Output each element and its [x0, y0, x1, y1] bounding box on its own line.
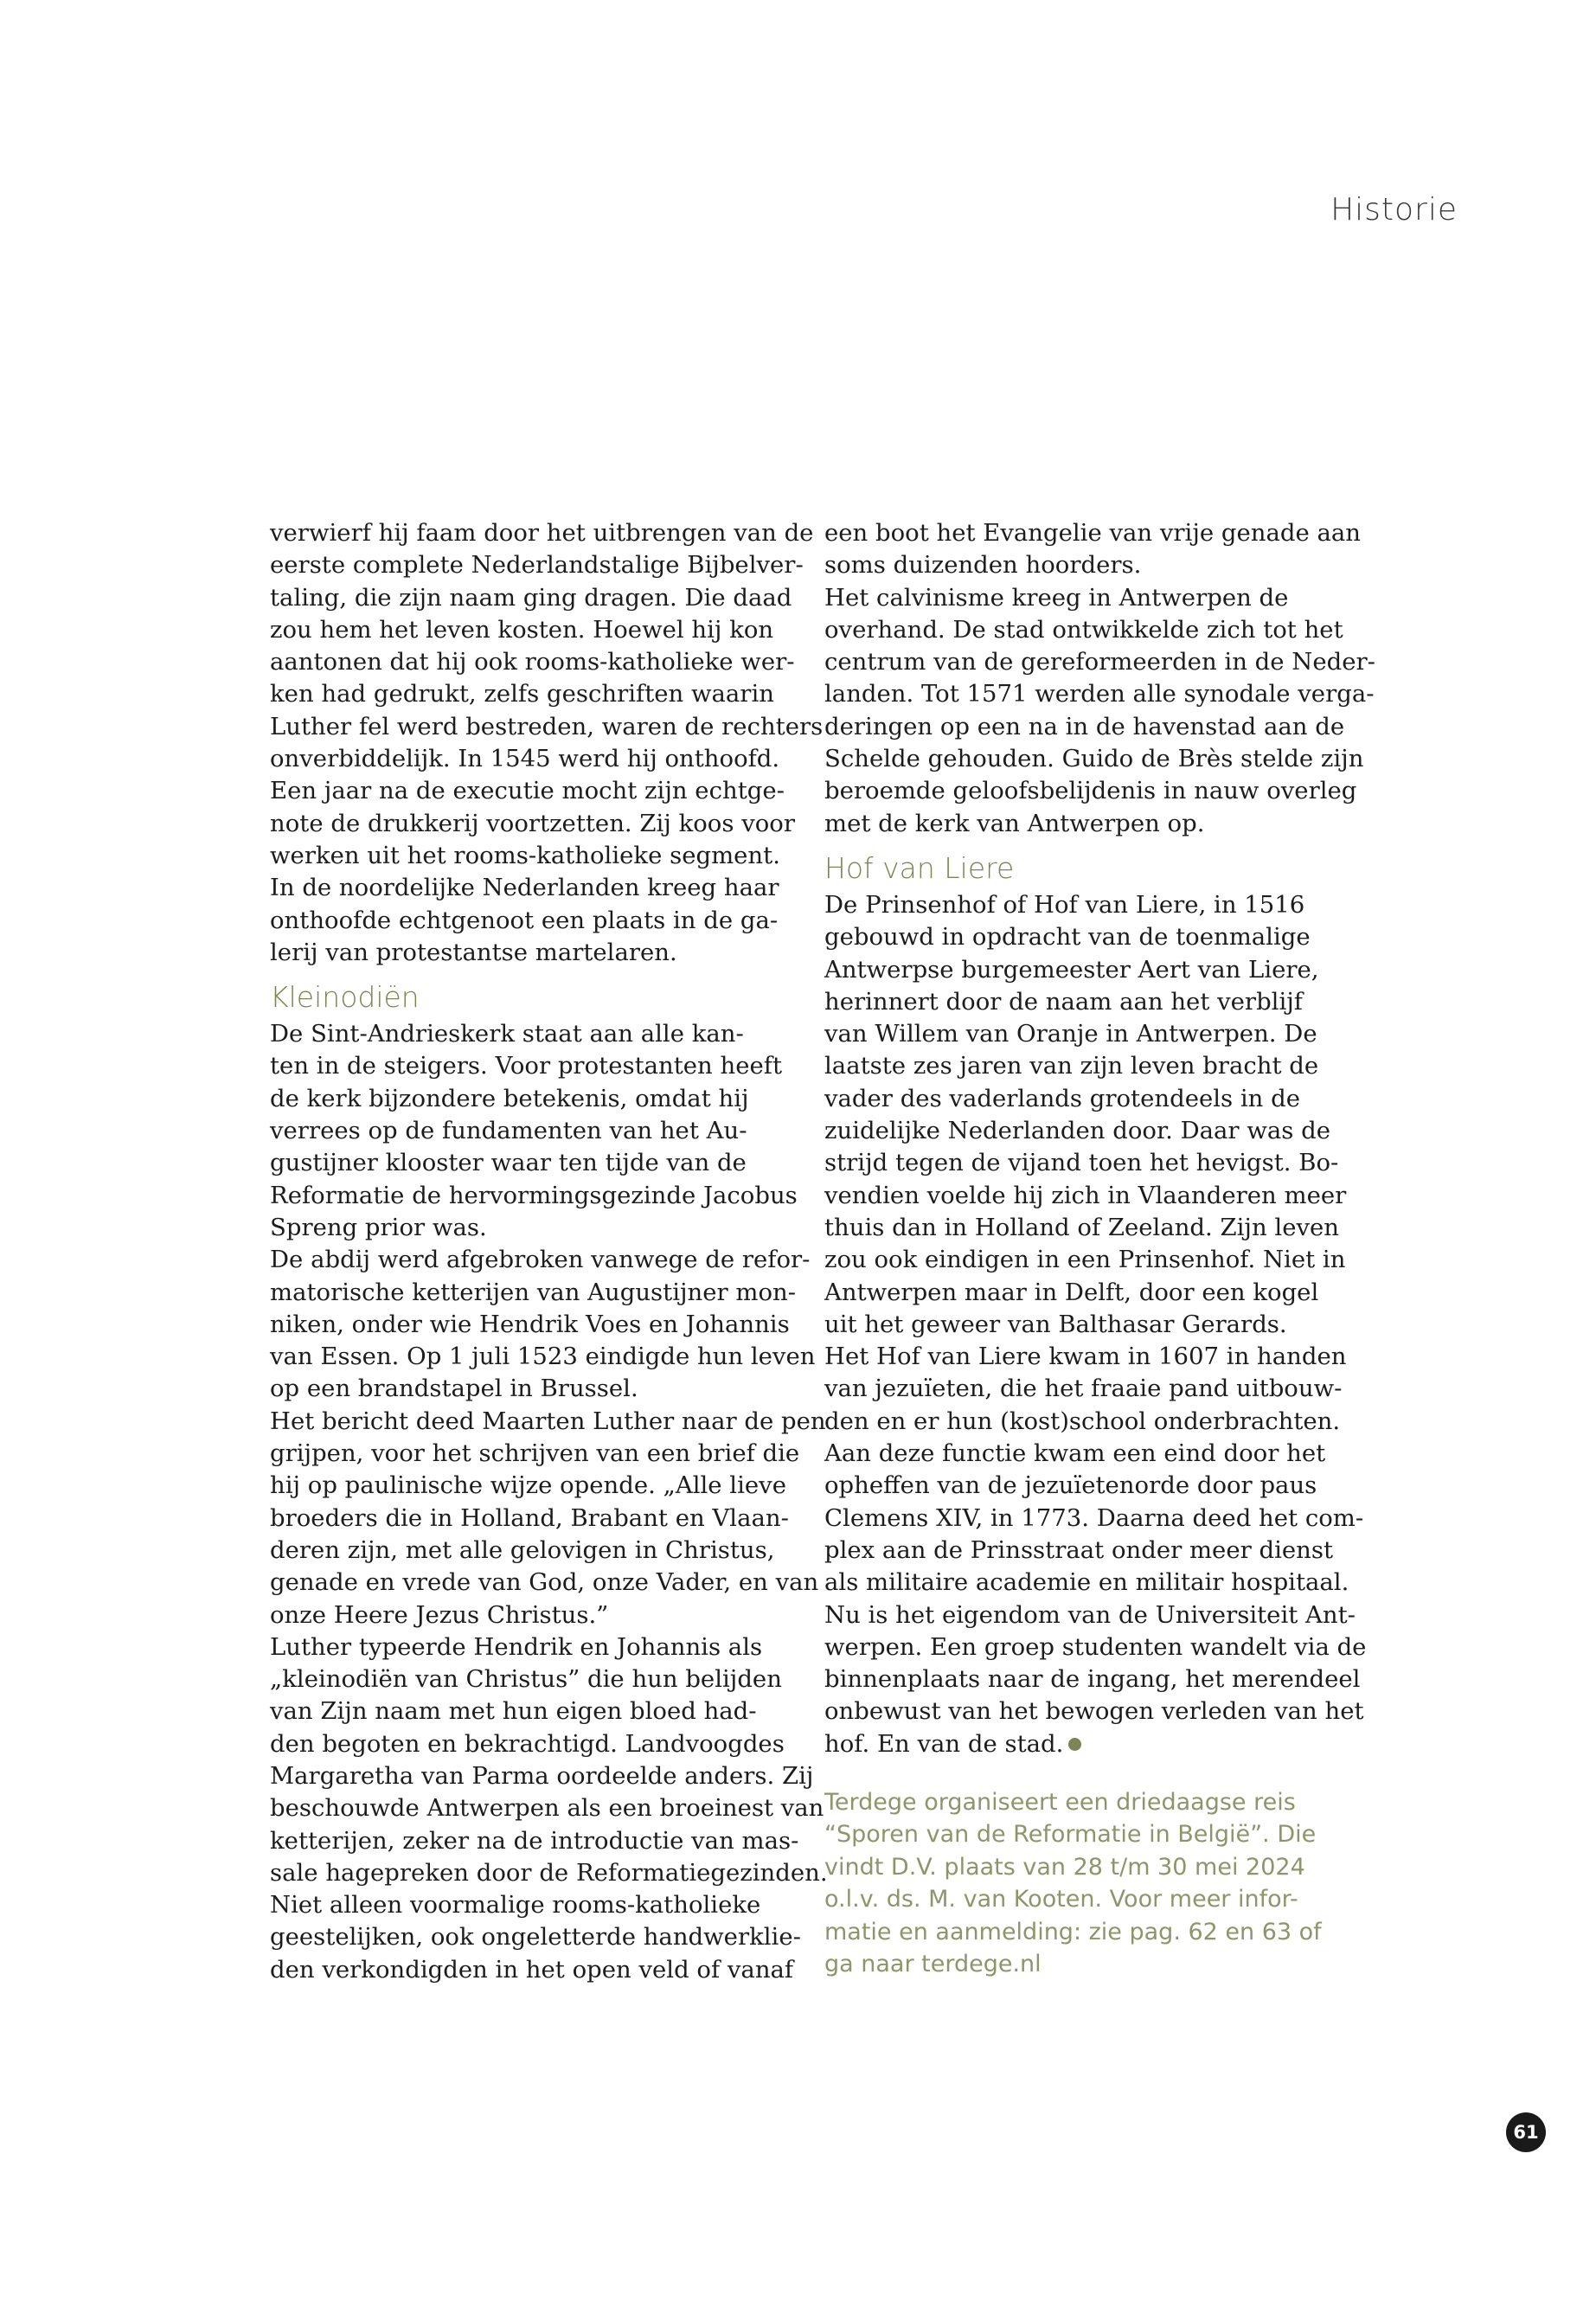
text-line: De Sint-Andrieskerk staat aan alle kan-	[270, 1020, 744, 1048]
text-line: Het Hof van Liere kwam in 1607 in handen	[824, 1343, 1347, 1371]
text-line: werken uit het rooms-katholieke segment.	[270, 841, 780, 869]
paragraph-intro	[270, 517, 824, 969]
right-column	[824, 517, 1375, 1981]
text-line: “Sporen van de Reformatie in België”. Die	[824, 1821, 1317, 1849]
text-line: note de drukkerij voortzetten. Zij koos voor	[270, 809, 796, 837]
text-line: werpen. Een groep studenten wandelt via de	[824, 1632, 1367, 1661]
text-line: als militaire academie en militair hospitaal.	[824, 1568, 1349, 1597]
text-line: Nu is het eigendom van de Universiteit Ant-	[824, 1600, 1356, 1629]
text-line: verwierf hij faam door het uitbrengen van de	[270, 519, 814, 547]
text-line: Luther fel werd bestreden, waren de rechters	[270, 712, 824, 740]
text-line: gustijner klooster waar ten tijde van de	[270, 1149, 747, 1177]
text-line: ketterijen, zeker na de introductie van mas-	[270, 1826, 799, 1855]
text-line: niken, onder wie Hendrik Voes en Johannis	[270, 1310, 790, 1338]
text-line: vindt D.V. plaats van 28 t/m 30 mei 2024	[824, 1853, 1305, 1881]
text-line: Aan deze functie kwam een eind door het	[824, 1439, 1326, 1468]
text-line: Het calvinisme kreeg in Antwerpen de	[824, 583, 1289, 612]
text-line: den en er hun (kost)school onderbrachten.	[824, 1407, 1341, 1435]
text-line: van Willem van Oranje in Antwerpen. De	[824, 1020, 1317, 1048]
text-line: Een jaar na de executie mocht zijn echtge-	[270, 777, 785, 805]
text-line: van Zijn naam met hun eigen bloed had-	[270, 1697, 757, 1726]
text-line: Margaretha van Parma oordeelde anders. Zij	[270, 1761, 814, 1790]
text-line: Antwerpen maar in Delft, door een kogel	[824, 1278, 1319, 1306]
text-line: zou ook eindigen in een Prinsenhof. Niet in	[824, 1246, 1346, 1274]
text-line: hof. En van de stad.	[824, 1728, 1345, 1760]
text-line: lerij van protestantse martelaren.	[270, 938, 677, 966]
text-line: op een brandstapel in Brussel.	[270, 1375, 638, 1403]
text-line: een boot het Evangelie van vrije genade aan	[824, 519, 1361, 547]
text-line: gebouwd in opdracht van de toenmalige	[824, 923, 1311, 952]
text-line: grijpen, voor het schrijven van een brief die	[270, 1439, 800, 1468]
text-line: onverbiddelijk. In 1545 werd hij onthoofd.	[270, 745, 780, 773]
text-line: Terdege organiseert een driedaagse reis	[824, 1788, 1296, 1816]
text-line: ten in de steigers. Voor protestanten heeft	[270, 1052, 783, 1080]
text-line: Schelde gehouden. Guido de Brès stelde zijn	[824, 745, 1364, 773]
travel-note	[824, 1786, 1345, 1981]
text-line: binnenplaats naar de ingang, het merendeel	[824, 1665, 1361, 1694]
text-line: vendien voelde hij zich in Vlaanderen meer	[824, 1181, 1347, 1209]
text-line: de kerk bijzondere betekenis, omdat hij	[270, 1084, 749, 1112]
text-line: taling, die zijn naam ging dragen. Die daad	[270, 583, 792, 612]
subheading-kleinodien: Kleinodiën	[270, 980, 420, 1015]
text-line: van jezuïeten, die het fraaie pand uitbouw-	[824, 1375, 1343, 1403]
text-line: Reformatie de hervormingsgezinde Jacobus	[270, 1181, 798, 1209]
text-line: Antwerpse burgemeester Aert van Liere,	[824, 955, 1319, 984]
text-line: beschouwde Antwerpen als een broeinest van	[270, 1794, 824, 1823]
left-column	[270, 517, 828, 1986]
text-line: matie en aanmelding: zie pag. 62 en 63 of	[824, 1918, 1322, 1945]
text-line: Het bericht deed Maarten Luther naar de pen	[270, 1407, 826, 1435]
text-line: Spreng prior was.	[270, 1213, 487, 1241]
text-line: laatste zes jaren van zijn leven bracht de	[824, 1052, 1319, 1080]
paragraph-kleinodien	[270, 1018, 828, 1986]
text-line: deren zijn, met alle gelovigen in Christus,	[270, 1535, 775, 1564]
text-line: overhand. De stad ontwikkelde zich tot het	[824, 615, 1343, 644]
text-line: onthoofde echtgenoot een plaats in de ga-	[270, 906, 779, 934]
page-number: 61	[1506, 2112, 1546, 2152]
text-line: o.l.v. ds. M. van Kooten. Voor meer infor-	[824, 1886, 1298, 1913]
text-line: vader des vaderlands grotendeels in de	[824, 1084, 1301, 1112]
end-of-article-icon	[1068, 1738, 1081, 1751]
text-line: aantonen dat hij ook rooms-katholieke wer-	[270, 648, 795, 676]
text-line: ken had gedrukt, zelfs geschriften waarin	[270, 680, 774, 708]
text-line: centrum van de gereformeerden in de Neder-	[824, 648, 1375, 676]
text-line: Niet alleen voormalige rooms-katholieke	[270, 1891, 761, 1920]
text-line: broeders die in Holland, Brabant en Vlaan-	[270, 1503, 789, 1532]
text-line: zuidelijke Nederlanden door. Daar was de	[824, 1117, 1330, 1145]
text-line: onbewust van het bewogen verleden van het	[824, 1697, 1364, 1726]
section-label: Historie	[1330, 192, 1458, 228]
text-line: thuis dan in Holland of Zeeland. Zijn leven	[824, 1213, 1339, 1241]
text-line: opheffen van de jezuïetenorde door paus	[824, 1471, 1317, 1500]
text-line: plex aan de Prinsstraat onder meer dienst	[824, 1535, 1334, 1564]
text-line: matorische ketterijen van Augustijner mon-	[270, 1278, 797, 1306]
text-line: deringen op een na in de havenstad aan de	[824, 712, 1345, 740]
text-line: beroemde geloofsbelijdenis in nauw overleg	[824, 777, 1357, 805]
paragraph-hof-van-liere	[824, 889, 1367, 1760]
text-line: In de noordelijke Nederlanden kreeg haar	[270, 874, 779, 902]
text-line: Luther typeerde Hendrik en Johannis als	[270, 1632, 763, 1661]
text-line: van Essen. Op 1 juli 1523 eindigde hun leven	[270, 1343, 816, 1371]
text-line: strijd tegen de vijand toen het hevigst. Bo-	[824, 1149, 1339, 1177]
text-line: den verkondigden in het open veld of vanaf	[270, 1955, 794, 1984]
text-line: genade en vrede van God, onze Vader, en van	[270, 1568, 819, 1597]
text-line: uit het geweer van Balthasar Gerards.	[824, 1310, 1287, 1338]
text-line: geestelijken, ook ongeletterde handwerklie-	[270, 1923, 801, 1952]
text-line: „kleinodiën van Christus” die hun belijden	[270, 1665, 782, 1694]
text-line: ga naar terdege.nl	[824, 1951, 1042, 1978]
text-line: zou hem het leven kosten. Hoewel hij kon	[270, 615, 774, 644]
paragraph-calvinisme	[824, 517, 1375, 840]
text-line: soms duizenden hoorders.	[824, 551, 1142, 580]
text-line: Clemens XIV, in 1773. Daarna deed het com-	[824, 1503, 1364, 1532]
subheading-hof-van-liere: Hof van Liere	[824, 850, 1015, 885]
text-line: den begoten en bekrachtigd. Landvoogdes	[270, 1729, 785, 1758]
text-line: verrees op de fundamenten van het Au-	[270, 1117, 747, 1145]
text-line: herinnert door de naam aan het verblijf	[824, 987, 1303, 1016]
text-line: hij op paulinische wijze opende. „Alle lieve	[270, 1471, 786, 1500]
text-line: landen. Tot 1571 werden alle synodale verga-	[824, 680, 1375, 708]
text-line: met de kerk van Antwerpen op.	[824, 809, 1205, 837]
text-line: eerste complete Nederlandstalige Bijbelver-	[270, 551, 804, 580]
text-line: onze Heere Jezus Christus.”	[270, 1600, 609, 1629]
text-line: De abdij werd afgebroken vanwege de refor-	[270, 1246, 811, 1274]
text-line: sale hagepreken door de Reformatiegezinden.	[270, 1858, 828, 1887]
text-line: De Prinsenhof of Hof van Liere, in 1516	[824, 890, 1305, 919]
